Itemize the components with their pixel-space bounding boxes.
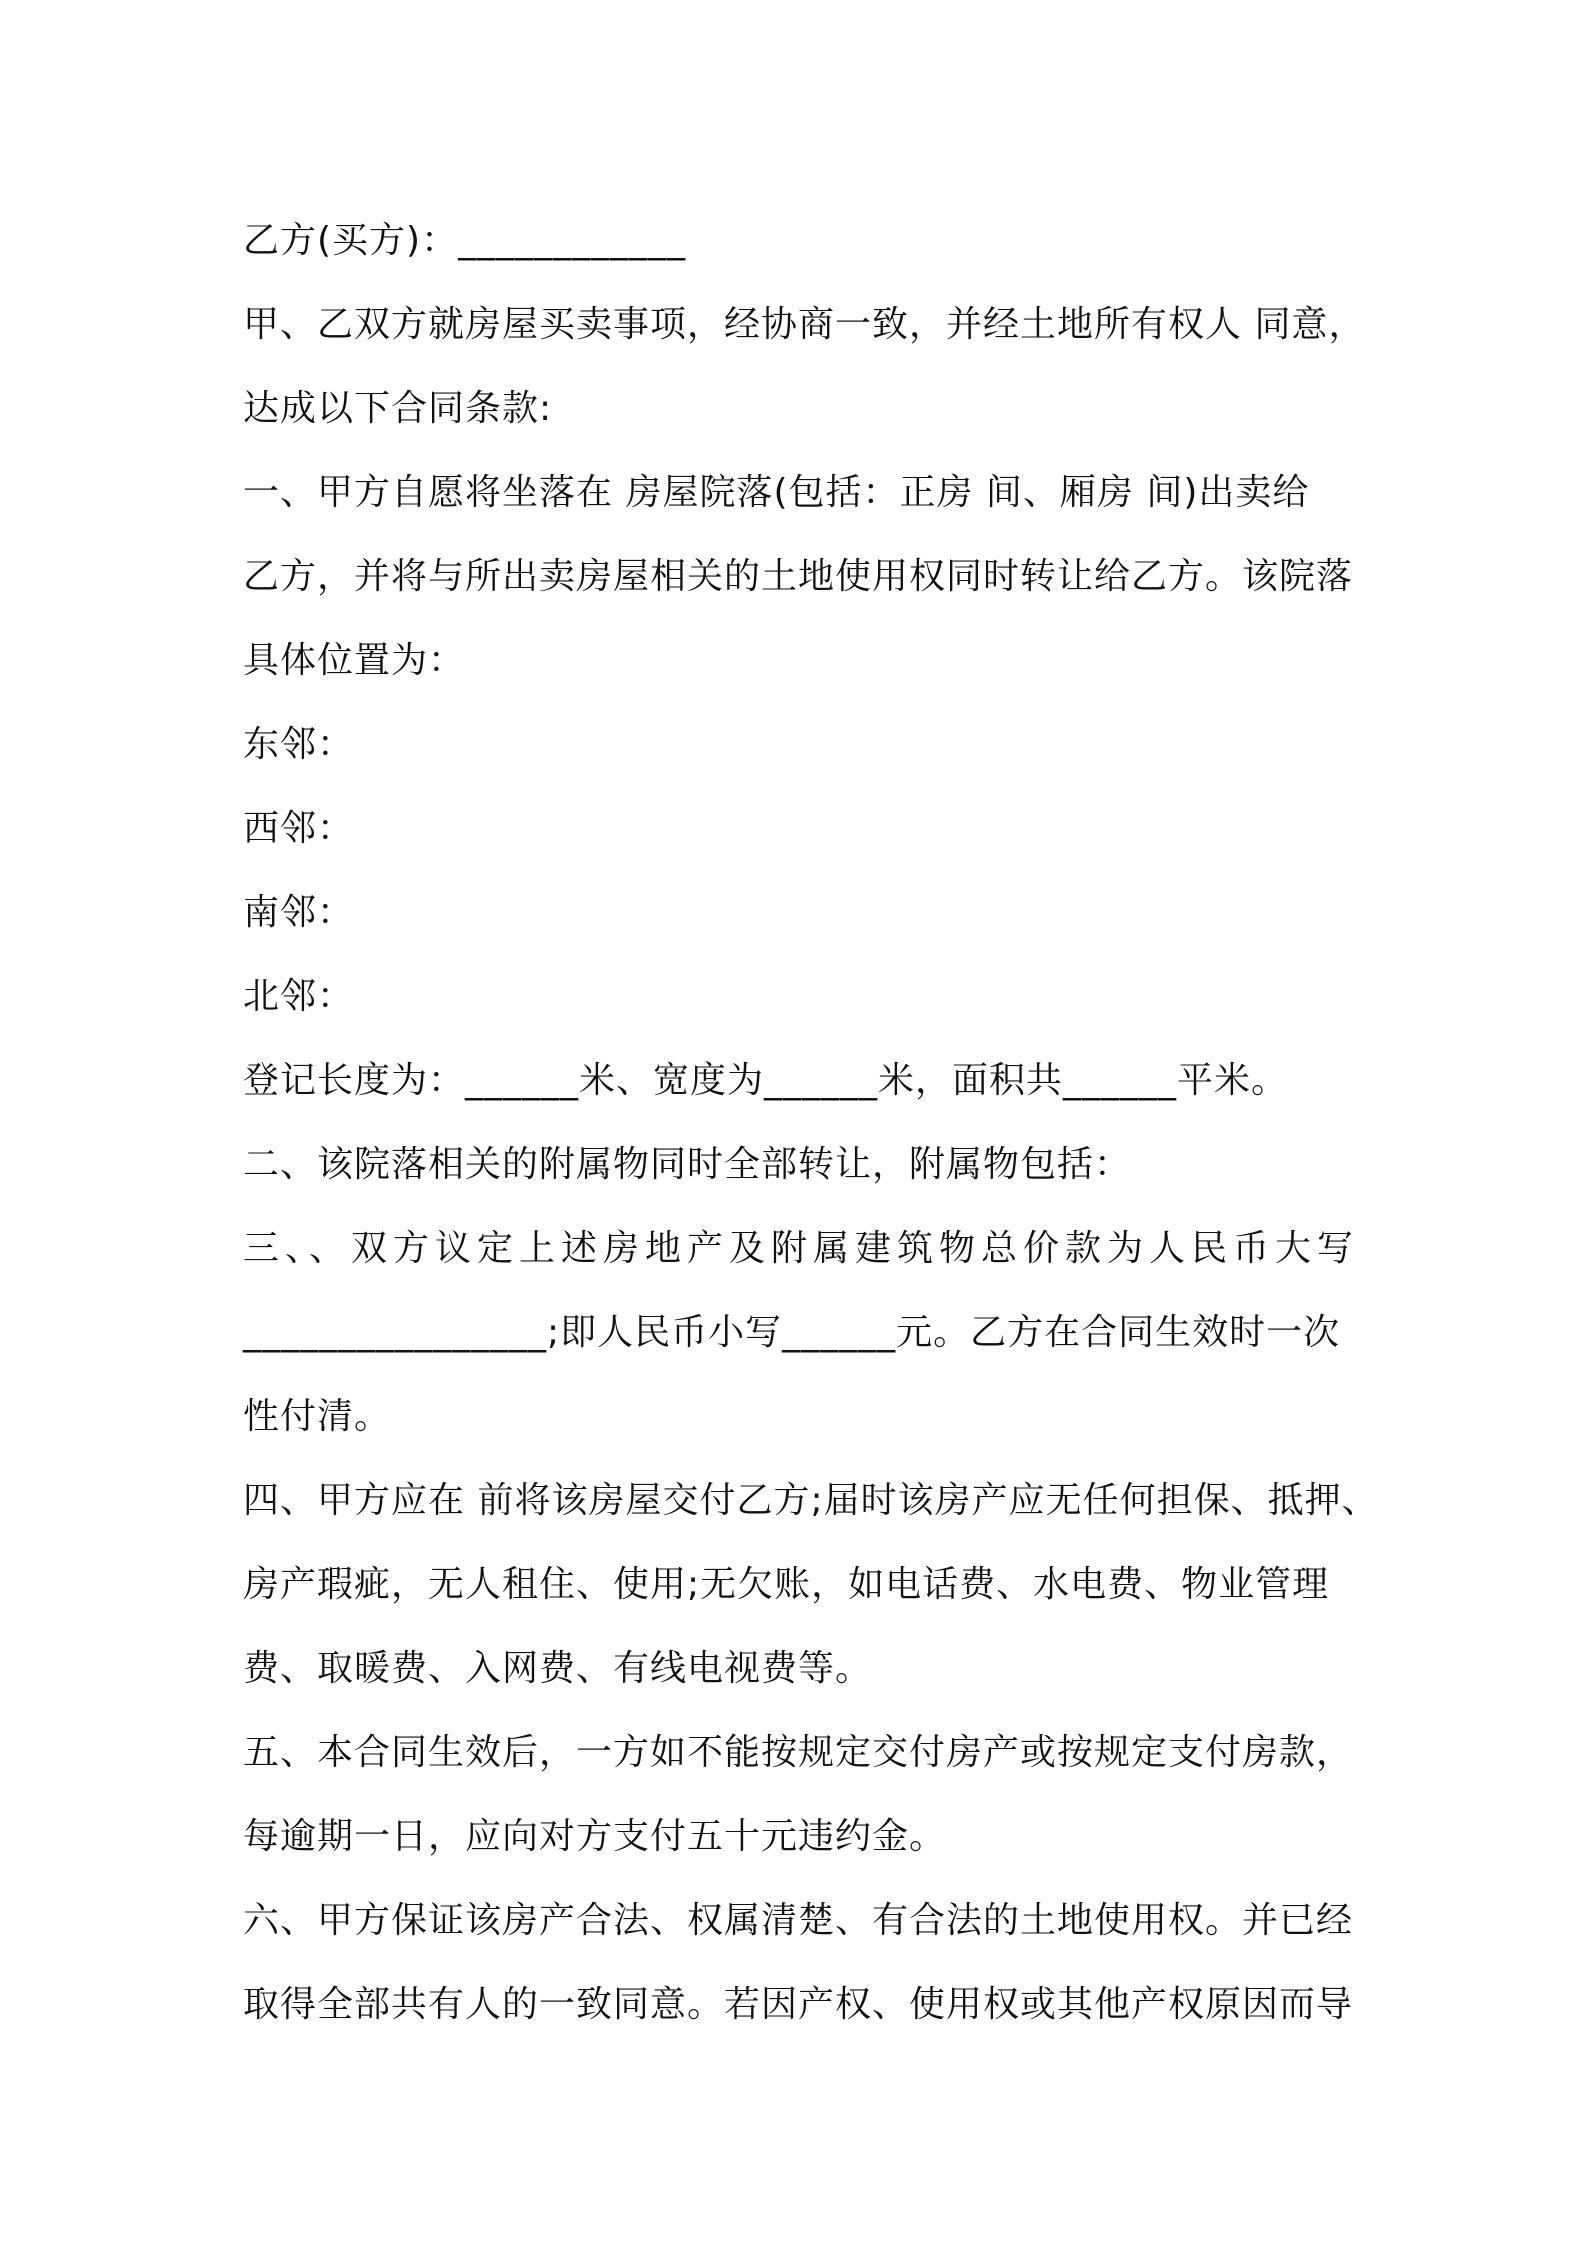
clause-1-line-2: 乙方，并将与所出卖房屋相关的土地使用权同时转让给乙方。该院落 xyxy=(243,556,1354,597)
registered-dimensions: 登记长度为：______米、宽度为______米，面积共______平米。 xyxy=(243,1060,1289,1101)
clause-6-line-2: 取得全部共有人的一致同意。若因产权、使用权或其他产权原因而导 xyxy=(243,1984,1354,2025)
clause-1-line-3: 具体位置为： xyxy=(243,640,466,681)
clause-5-line-1: 五、本合同生效后，一方如不能按规定交付房产或按规定支付房款， xyxy=(243,1732,1354,1773)
south-neighbor: 南邻： xyxy=(243,892,355,933)
clause-1-line-1: 一、甲方自愿将坐落在 房屋院落(包括：正房 间、厢房 间)出卖给 xyxy=(243,472,1310,513)
clause-3-line-1: 三、、双方议定上述房地产及附属建筑物总价款为人民币大写 xyxy=(243,1228,1360,1269)
intro-line-2: 达成以下合同条款: xyxy=(243,388,553,429)
clause-4-line-1: 四、甲方应在 前将该房屋交付乙方;届时该房产应无任何担保、抵押、 xyxy=(243,1480,1379,1521)
clause-3-line-2: ________________;即人民币小写______元。乙方在合同生效时一次 xyxy=(243,1312,1341,1353)
buyer-line: 乙方(买方)：____________ xyxy=(243,220,687,261)
clause-6-line-1: 六、甲方保证该房产合法、权属清楚、有合法的土地使用权。并已经 xyxy=(243,1900,1354,1941)
east-neighbor: 东邻： xyxy=(243,724,355,765)
clause-2: 二、该院落相关的附属物同时全部转让，附属物包括： xyxy=(243,1144,1132,1185)
clause-4-line-2: 房产瑕疵，无人租住、使用;无欠账，如电话费、水电费、物业管理 xyxy=(243,1564,1330,1605)
west-neighbor: 西邻： xyxy=(243,808,355,849)
clause-5-line-2: 每逾期一日，应向对方支付五十元违约金。 xyxy=(243,1816,947,1857)
clause-3-line-3: 性付清。 xyxy=(243,1396,392,1437)
north-neighbor: 北邻： xyxy=(243,976,355,1017)
clause-4-line-3: 费、取暖费、入网费、有线电视费等。 xyxy=(243,1648,873,1689)
contract-body xyxy=(243,199,1379,2047)
intro-line-1: 甲、乙双方就房屋买卖事项，经协商一致，并经土地所有权人 同意， xyxy=(243,304,1366,345)
